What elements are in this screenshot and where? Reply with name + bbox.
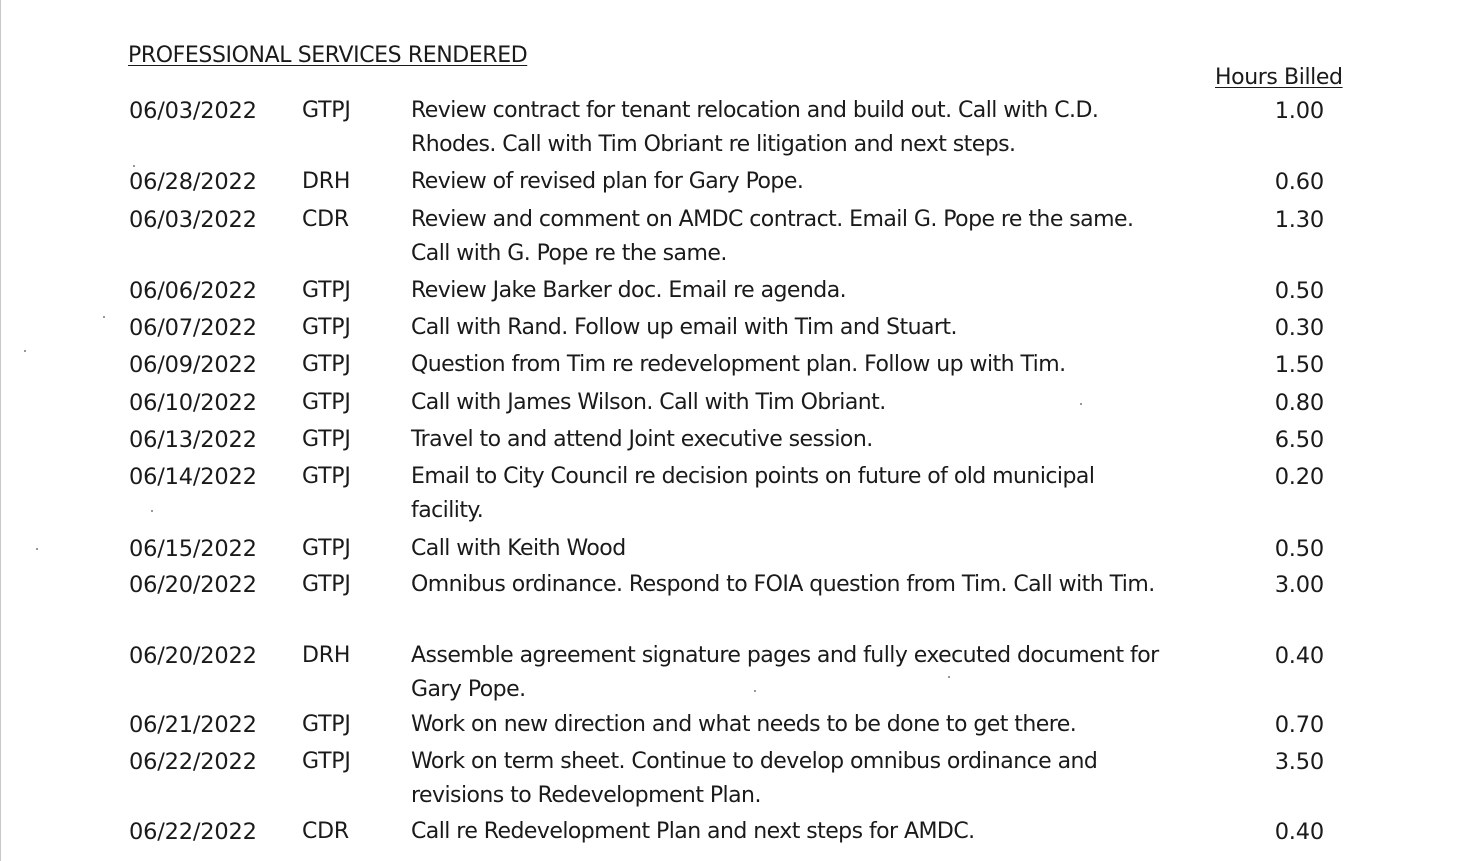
entry-description: Question from Tim re redevelopment plan. Follow up with Tim. <box>411 352 1066 377</box>
scan-speck <box>754 690 756 692</box>
entry-date: 06/09/2022 <box>129 352 257 378</box>
entry-timekeeper: GTPJ <box>302 278 351 303</box>
entry-date: 06/13/2022 <box>129 427 257 453</box>
scan-speck <box>24 350 26 352</box>
entry-description: Review contract for tenant relocation and build out. Call with C.D. Rhodes. Call with Tim Obriant re litigation and next steps. <box>411 98 1099 157</box>
scan-speck <box>948 676 950 678</box>
entry-date: 06/14/2022 <box>129 464 257 490</box>
entry-date: 06/22/2022 <box>129 749 257 775</box>
entry-description: Work on new direction and what needs to be done to get there. <box>411 712 1077 737</box>
scan-speck <box>1080 403 1082 405</box>
entry-hours: 6.50 <box>1274 427 1324 453</box>
entry-description: Review and comment on AMDC contract. Email G. Pope re the same. Call with G. Pope re the same. <box>411 207 1134 266</box>
entry-date: 06/07/2022 <box>129 315 257 341</box>
entry-hours: 1.30 <box>1274 207 1324 233</box>
entry-date: 06/28/2022 <box>129 169 257 195</box>
entry-description: Call re Redevelopment Plan and next steps for AMDC. <box>411 819 975 844</box>
entry-date: 06/06/2022 <box>129 278 257 304</box>
entry-hours: 1.50 <box>1274 352 1324 378</box>
scan-speck <box>151 510 153 512</box>
entry-hours: 0.40 <box>1274 643 1324 669</box>
entry-hours: 0.40 <box>1274 819 1324 845</box>
entry-timekeeper: DRH <box>302 643 351 668</box>
billing-entry <box>0 745 1482 815</box>
entry-timekeeper: GTPJ <box>302 315 351 340</box>
scan-speck <box>36 548 38 550</box>
section-title: PROFESSIONAL SERVICES RENDERED <box>128 43 528 68</box>
entry-timekeeper: GTPJ <box>302 98 351 123</box>
entry-hours: 0.80 <box>1274 390 1324 416</box>
entry-timekeeper: GTPJ <box>302 464 351 489</box>
entry-timekeeper: GTPJ <box>302 572 351 597</box>
entry-date: 06/20/2022 <box>129 643 257 669</box>
entry-timekeeper: DRH <box>302 169 351 194</box>
entry-hours: 0.70 <box>1274 712 1324 738</box>
entry-description: Call with Keith Wood <box>411 536 626 561</box>
entry-hours: 0.60 <box>1274 169 1324 195</box>
entry-date: 06/03/2022 <box>129 98 257 124</box>
billing-entry <box>0 815 1482 855</box>
entry-date: 06/15/2022 <box>129 536 257 562</box>
entry-date: 06/22/2022 <box>129 819 257 845</box>
billing-entry <box>0 460 1482 530</box>
entry-timekeeper: GTPJ <box>302 390 351 415</box>
entry-hours: 3.50 <box>1274 749 1324 775</box>
billing-entry <box>0 639 1482 709</box>
scan-speck <box>133 165 135 167</box>
scan-speck <box>103 316 105 318</box>
entry-timekeeper: GTPJ <box>302 427 351 452</box>
entry-description: Review of revised plan for Gary Pope. <box>411 169 804 194</box>
billing-entry <box>0 94 1482 164</box>
entry-timekeeper: CDR <box>302 207 349 232</box>
entry-hours: 0.50 <box>1274 278 1324 304</box>
entry-hours: 3.00 <box>1274 572 1324 598</box>
entry-description: Email to City Council re decision points on future of old municipal facility. <box>411 464 1095 523</box>
entry-description: Travel to and attend Joint executive session. <box>411 427 873 452</box>
entry-date: 06/21/2022 <box>129 712 257 738</box>
entry-hours: 0.50 <box>1274 536 1324 562</box>
entry-hours: 0.30 <box>1274 315 1324 341</box>
entry-description: Review Jake Barker doc. Email re agenda. <box>411 278 847 303</box>
entry-description: Call with James Wilson. Call with Tim Obriant. <box>411 390 886 415</box>
entry-date: 06/03/2022 <box>129 207 257 233</box>
entry-timekeeper: GTPJ <box>302 536 351 561</box>
entry-timekeeper: GTPJ <box>302 352 351 377</box>
entry-timekeeper: GTPJ <box>302 712 351 737</box>
entry-description: Work on term sheet. Continue to develop omnibus ordinance and revisions to Redevelopment Plan. <box>411 749 1098 808</box>
billing-entry <box>0 568 1482 638</box>
entry-timekeeper: CDR <box>302 819 349 844</box>
entry-description: Assemble agreement signature pages and fully executed document for Gary Pope. <box>411 643 1159 702</box>
entry-description: Call with Rand. Follow up email with Tim and Stuart. <box>411 315 957 340</box>
entry-timekeeper: GTPJ <box>302 749 351 774</box>
entry-date: 06/20/2022 <box>129 572 257 598</box>
entry-date: 06/10/2022 <box>129 390 257 416</box>
entry-description: Omnibus ordinance. Respond to FOIA question from Tim. Call with Tim. <box>411 572 1155 597</box>
entry-hours: 1.00 <box>1274 98 1324 124</box>
hours-billed-header: Hours Billed <box>1215 65 1343 90</box>
entry-hours: 0.20 <box>1274 464 1324 490</box>
billing-entry <box>0 203 1482 273</box>
